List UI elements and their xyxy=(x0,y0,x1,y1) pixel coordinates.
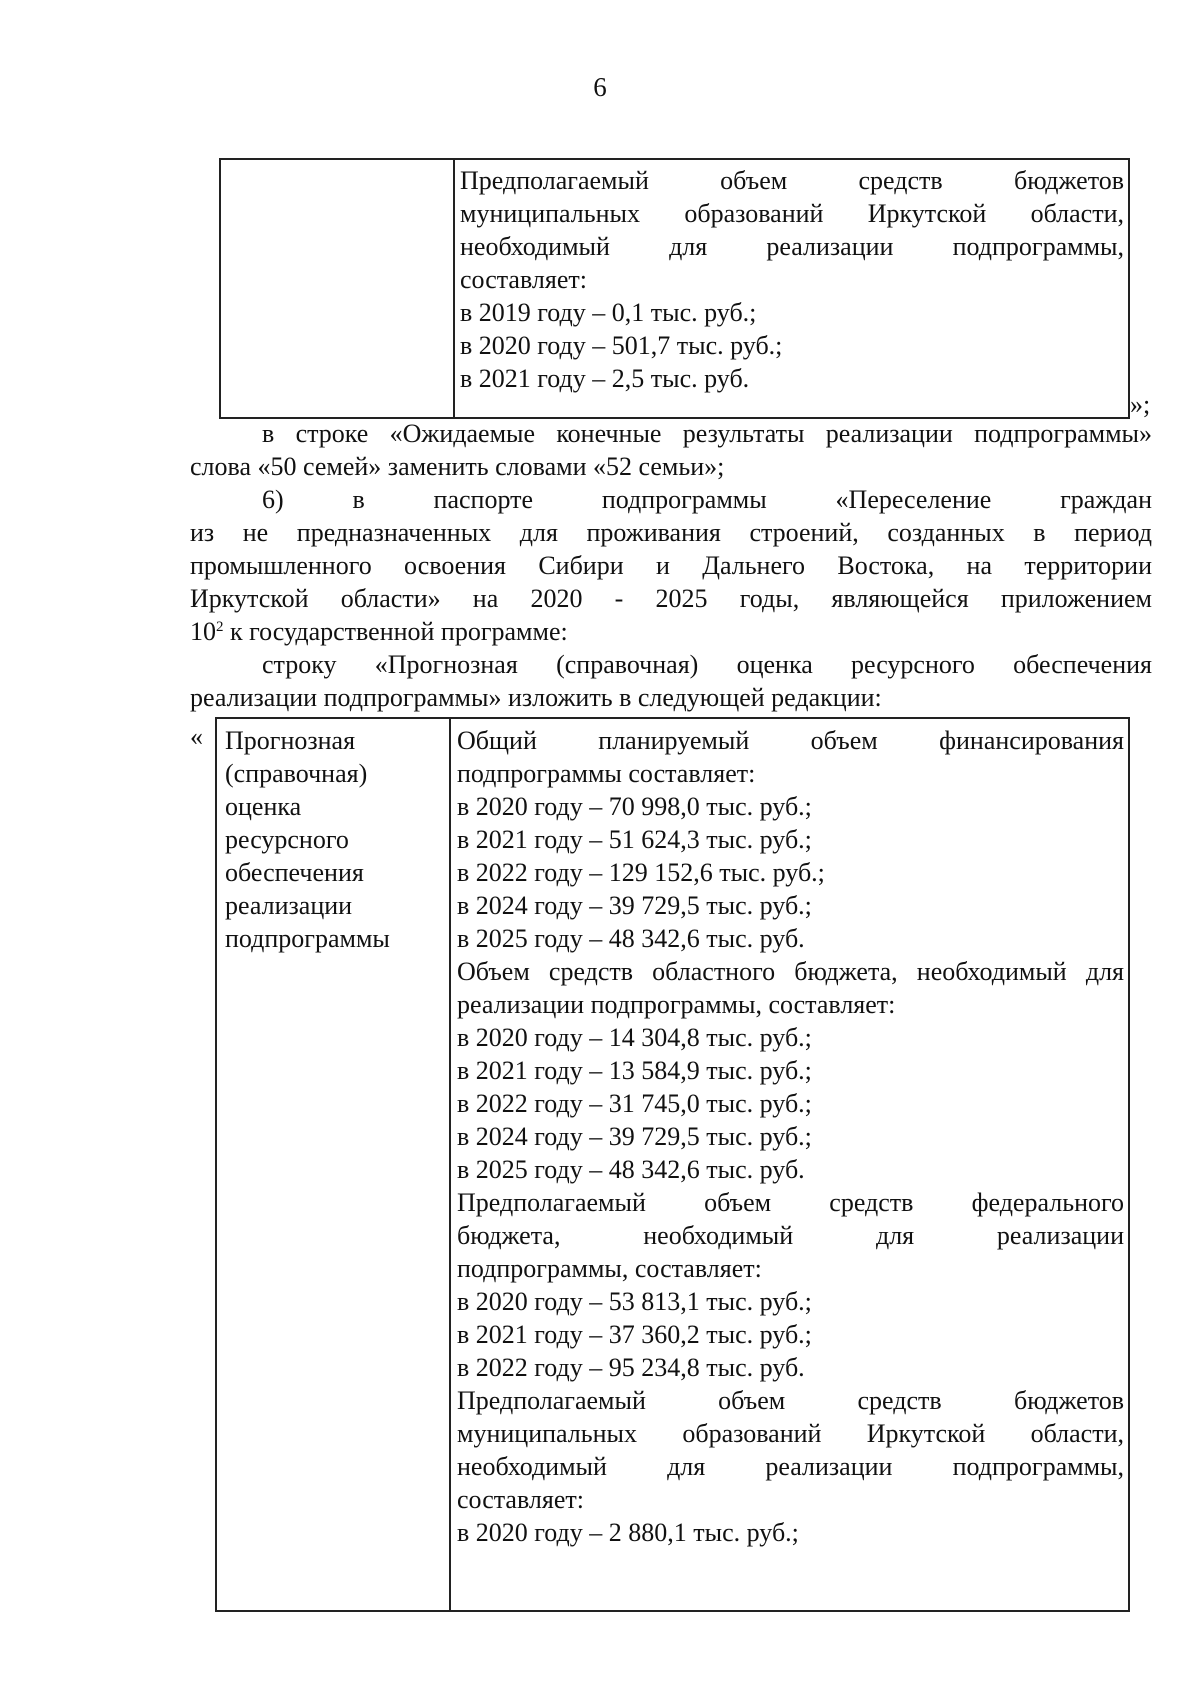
text-line: бюджета, необходимый для реализации xyxy=(457,1221,1124,1250)
text-line: (справочная) xyxy=(225,759,368,788)
text-line: Объем средств областного бюджета, необходимый для xyxy=(457,957,1124,986)
text-line: необходимый для реализации подпрограммы, xyxy=(457,1452,1124,1481)
text-line: в 2020 году – 53 813,1 тыс. руб.; xyxy=(457,1287,812,1316)
text-line: муниципальных образований Иркутской области, xyxy=(457,1419,1124,1448)
resource-table xyxy=(215,717,1130,1612)
text-line: в 2024 году – 39 729,5 тыс. руб.; xyxy=(457,891,812,920)
paragraph-expected-results xyxy=(190,417,1152,483)
text-line: Общий планируемый объем финансирования xyxy=(457,726,1124,755)
text-line: в 2025 году – 48 342,6 тыс. руб. xyxy=(457,924,805,953)
text-line: Предполагаемый объем средств бюджетов xyxy=(460,166,1124,195)
text-line: реализации подпрограммы, составляет: xyxy=(457,990,896,1019)
text-line: в 2020 году – 501,7 тыс. руб.; xyxy=(460,331,783,360)
paragraph-item-6 xyxy=(190,483,1152,648)
text-line: в 2022 году – 95 234,8 тыс. руб. xyxy=(457,1353,805,1382)
text-line: Иркутской области» на 2020 - 2025 годы, являющейся приложением xyxy=(190,584,1152,613)
text-line xyxy=(190,615,1152,648)
text-line: в строке «Ожидаемые конечные результаты реализации подпрограммы» xyxy=(262,419,1152,448)
table-right-cell xyxy=(460,164,1124,395)
continued-table xyxy=(219,158,1130,419)
text-line: в 2022 году – 129 152,6 тыс. руб.; xyxy=(457,858,825,887)
text-line: Предполагаемый объем средств федерального xyxy=(457,1188,1124,1217)
text-line: в 2024 году – 39 729,5 тыс. руб.; xyxy=(457,1122,812,1151)
text-line: 6) в паспорте подпрограммы «Переселение граждан xyxy=(262,485,1152,514)
text-line: реализации подпрограммы» изложить в следующей редакции: xyxy=(190,683,882,712)
text-line: из не предназначенных для проживания строений, созданных в период xyxy=(190,518,1152,547)
text-line: Прогнозная xyxy=(225,726,356,755)
column-divider xyxy=(453,160,455,417)
text-line: муниципальных образований Иркутской области, xyxy=(460,199,1124,228)
text-line: обеспечения xyxy=(225,858,364,887)
text-line: составляет: xyxy=(457,1485,584,1514)
text-line: подпрограммы составляет: xyxy=(457,759,756,788)
text-line: в 2020 году – 2 880,1 тыс. руб.; xyxy=(457,1518,799,1547)
text-line: в 2021 году – 37 360,2 тыс. руб.; xyxy=(457,1320,812,1349)
text-line: в 2020 году – 70 998,0 тыс. руб.; xyxy=(457,792,812,821)
opening-quote: « xyxy=(190,722,203,751)
column-divider xyxy=(449,719,451,1610)
text-line: в 2021 году – 2,5 тыс. руб. xyxy=(460,364,750,393)
appendix-superscript: 2 xyxy=(216,619,224,635)
table-left-cell xyxy=(225,724,440,955)
text-line: в 2020 году – 14 304,8 тыс. руб.; xyxy=(457,1023,812,1052)
text-line: в 2019 году – 0,1 тыс. руб.; xyxy=(460,298,757,327)
text-line: реализации xyxy=(225,891,353,920)
text-line: строку «Прогнозная (справочная) оценка ресурсного обеспечения xyxy=(262,650,1152,679)
text-line: слова «50 семей» заменить словами «52 семьи»; xyxy=(190,452,725,481)
appendix-number: 10 xyxy=(190,617,216,646)
text-line: подпрограммы xyxy=(225,924,390,953)
text-line: промышленного освоения Сибири и Дальнего Востока, на территории xyxy=(190,551,1152,580)
text-line: в 2021 году – 13 584,9 тыс. руб.; xyxy=(457,1056,812,1085)
text-line: оценка xyxy=(225,792,302,821)
text-line: необходимый для реализации подпрограммы, xyxy=(460,232,1124,261)
text-line: подпрограммы, составляет: xyxy=(457,1254,762,1283)
text-line: в 2021 году – 51 624,3 тыс. руб.; xyxy=(457,825,812,854)
text-line: в 2025 году – 48 342,6 тыс. руб. xyxy=(457,1155,805,1184)
text-line: ресурсного xyxy=(225,825,349,854)
text-line: составляет: xyxy=(460,265,587,294)
page-number: 6 xyxy=(593,72,607,102)
paragraph-row-replace xyxy=(190,648,1152,714)
closing-quote: »; xyxy=(1130,390,1151,419)
table-right-cell xyxy=(457,724,1124,1549)
appendix-rest: к государственной программе: xyxy=(223,617,568,646)
text-line: Предполагаемый объем средств бюджетов xyxy=(457,1386,1124,1415)
text-line: в 2022 году – 31 745,0 тыс. руб.; xyxy=(457,1089,812,1118)
